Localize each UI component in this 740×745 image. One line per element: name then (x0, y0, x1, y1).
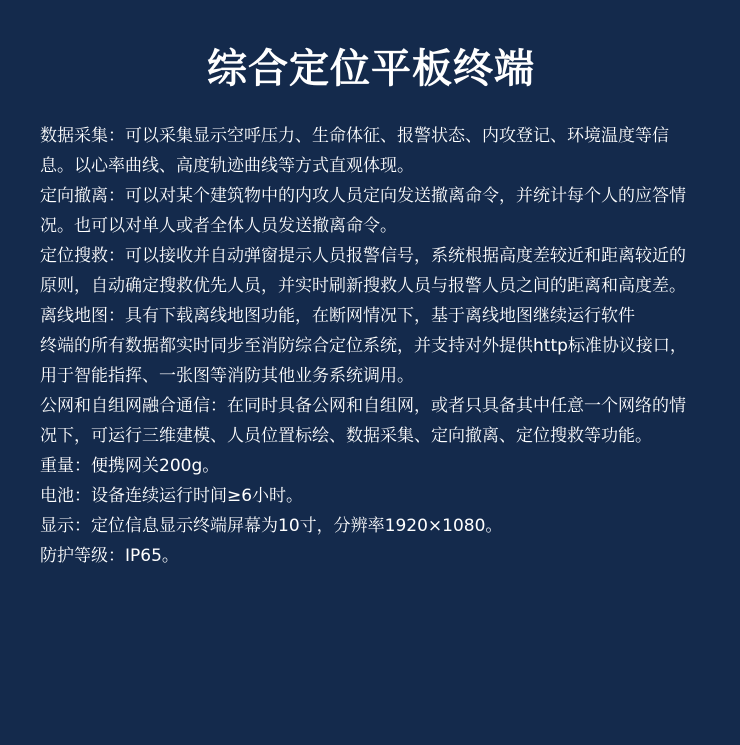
page-title: 综合定位平板终端 (207, 46, 535, 92)
spec-weight: 重量：便携网关200g。 (40, 456, 220, 476)
feature-directed-evacuation: 定向撤离：可以对某个建筑物中的内攻人员定向发送撤离命令，并统计每个人的应答情况。也可以对单人或者全体人员发送撤离命令。 (40, 186, 686, 236)
spec-protection-level: 防护等级：IP65。 (40, 546, 179, 566)
feature-data-sync: 终端的所有数据都实时同步至消防综合定位系统，并支持对外提供http标准协议接口，用于智能指挥、一张图等消防其他业务系统调用。 (40, 336, 687, 386)
feature-location-rescue: 定位搜救：可以接收并自动弹窗提示人员报警信号，系统根据高度差较近和距离较近的原则，自动确定搜救优先人员，并实时刷新搜救人员与报警人员之间的距离和高度差。 (40, 246, 686, 296)
feature-list (40, 121, 702, 571)
feature-offline-map: 离线地图：具有下载离线地图功能，在断网情况下，基于离线地图继续运行软件 (40, 306, 635, 326)
spec-battery: 电池：设备连续运行时间≥6小时。 (40, 486, 304, 506)
feature-network-fusion: 公网和自组网融合通信：在同时具备公网和自组网，或者只具备其中任意一个网络的情况下，可运行三维建模、人员位置标绘、数据采集、定向撤离、定位搜救等功能。 (40, 396, 686, 446)
feature-data-collection: 数据采集：可以采集显示空呼压力、生命体征、报警状态、内攻登记、环境温度等信息。以心率曲线、高度轨迹曲线等方式直观体现。 (40, 126, 669, 176)
spec-display: 显示：定位信息显示终端屏幕为10寸，分辨率1920×1080。 (40, 516, 503, 536)
